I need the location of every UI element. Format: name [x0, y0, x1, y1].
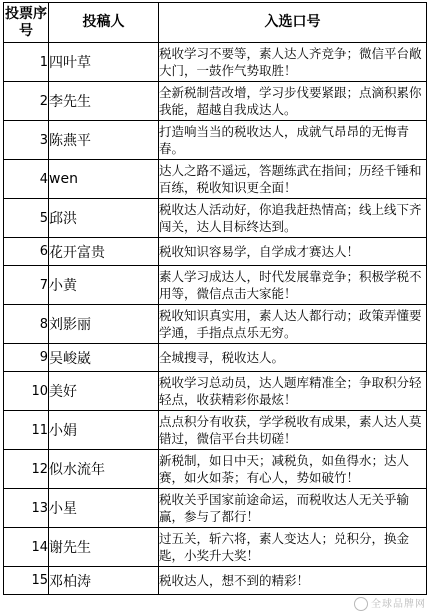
- vote-number-cell: 14: [4, 528, 49, 567]
- slogan-vote-table: [3, 2, 427, 595]
- table-row: [4, 121, 427, 160]
- contributor-cell: 小娟: [49, 411, 159, 450]
- table-row: [4, 266, 427, 305]
- slogan-cell: 税收关乎国家前途命运，而税收达人无关乎输赢，参与了都行！: [159, 489, 427, 528]
- vote-number-cell: 15: [4, 567, 49, 595]
- contributor-cell: 四叶草: [49, 43, 159, 82]
- watermark-text: 全球品牌网: [371, 599, 426, 610]
- table-row: [4, 43, 427, 82]
- contributor-cell: 小黄: [49, 266, 159, 305]
- site-watermark: [354, 595, 426, 611]
- slogan-cell: 税收学习不要等，素人达人齐竞争；微信平台敞大门，一鼓作气势取胜！: [159, 43, 427, 82]
- contributor-cell: 吴峻崴: [49, 344, 159, 372]
- slogan-cell: 全城搜寻，税收达人。: [159, 344, 427, 372]
- contributor-cell: 花开富贵: [49, 238, 159, 266]
- contributor-cell: 邱洪: [49, 199, 159, 238]
- slogan-cell: 税收知识真实用，素人达人都行动；政策弄懂要学通，手指点点乐无穷。: [159, 305, 427, 344]
- table-row: [4, 528, 427, 567]
- table-row: [4, 450, 427, 489]
- slogan-cell: 全新税制营改增，学习步伐要紧跟；点滴积累你我能，超越自我成达人。: [159, 82, 427, 121]
- slogan-cell: 打造响当当的税收达人，成就气昂昂的无悔青春。: [159, 121, 427, 160]
- vote-number-cell: 8: [4, 305, 49, 344]
- vote-number-cell: 11: [4, 411, 49, 450]
- vote-number-cell: 6: [4, 238, 49, 266]
- contributor-cell: wen: [49, 160, 159, 199]
- contributor-cell: 似水流年: [49, 450, 159, 489]
- watermark-logo-icon: [354, 597, 368, 611]
- slogan-cell: 税收学习总动员，达人题库精准全；争取积分轻轻点，收获精彩你最炫！: [159, 372, 427, 411]
- table-row: [4, 372, 427, 411]
- slogan-cell: 素人学习成达人，时代发展靠竞争；积极学税不用等，微信点击大家能！: [159, 266, 427, 305]
- table-row: [4, 344, 427, 372]
- vote-number-cell: 13: [4, 489, 49, 528]
- slogan-cell: 税收达人，想不到的精彩！: [159, 567, 427, 595]
- contributor-cell: 美好: [49, 372, 159, 411]
- vote-number-cell: 7: [4, 266, 49, 305]
- slogan-cell: 达人之路不遥远，答题练武在指间；历经千锤和百练，税收知识更全面！: [159, 160, 427, 199]
- slogan-cell: 过五关，斩六将，素人变达人；兑积分，换金匙，小奖升大奖！: [159, 528, 427, 567]
- header-contributor: 投稿人: [49, 3, 159, 43]
- table-row: [4, 238, 427, 266]
- table-row: [4, 411, 427, 450]
- slogan-cell: 新税制，如日中天；减税负，如鱼得水；达人赛，如火如荼；有心人，势如破竹！: [159, 450, 427, 489]
- table-header-row: [4, 3, 427, 43]
- header-vote-number: 投票序号: [4, 3, 49, 43]
- slogan-cell: 税收知识容易学，自学成才赛达人！: [159, 238, 427, 266]
- contributor-cell: 李先生: [49, 82, 159, 121]
- table-row: [4, 199, 427, 238]
- slogan-cell: 点点积分有收获，学学税收有成果，素人达人莫错过，微信平台共切磋！: [159, 411, 427, 450]
- contributor-cell: 小星: [49, 489, 159, 528]
- vote-number-cell: 5: [4, 199, 49, 238]
- contributor-cell: 邓柏涛: [49, 567, 159, 595]
- contributor-cell: 谢先生: [49, 528, 159, 567]
- vote-number-cell: 4: [4, 160, 49, 199]
- vote-number-cell: 1: [4, 43, 49, 82]
- vote-number-cell: 12: [4, 450, 49, 489]
- vote-number-cell: 3: [4, 121, 49, 160]
- table-row: [4, 489, 427, 528]
- vote-number-cell: 10: [4, 372, 49, 411]
- vote-number-cell: 2: [4, 82, 49, 121]
- table-row: [4, 305, 427, 344]
- table-row: [4, 567, 427, 595]
- contributor-cell: 陈燕平: [49, 121, 159, 160]
- slogan-cell: 税收达人活动好，你追我赶热情高；线上线下齐闯关，达人目标终达到。: [159, 199, 427, 238]
- vote-number-cell: 9: [4, 344, 49, 372]
- contributor-cell: 刘影丽: [49, 305, 159, 344]
- table-row: [4, 82, 427, 121]
- table-row: [4, 160, 427, 199]
- header-selected-slogan: 入选口号: [159, 3, 427, 43]
